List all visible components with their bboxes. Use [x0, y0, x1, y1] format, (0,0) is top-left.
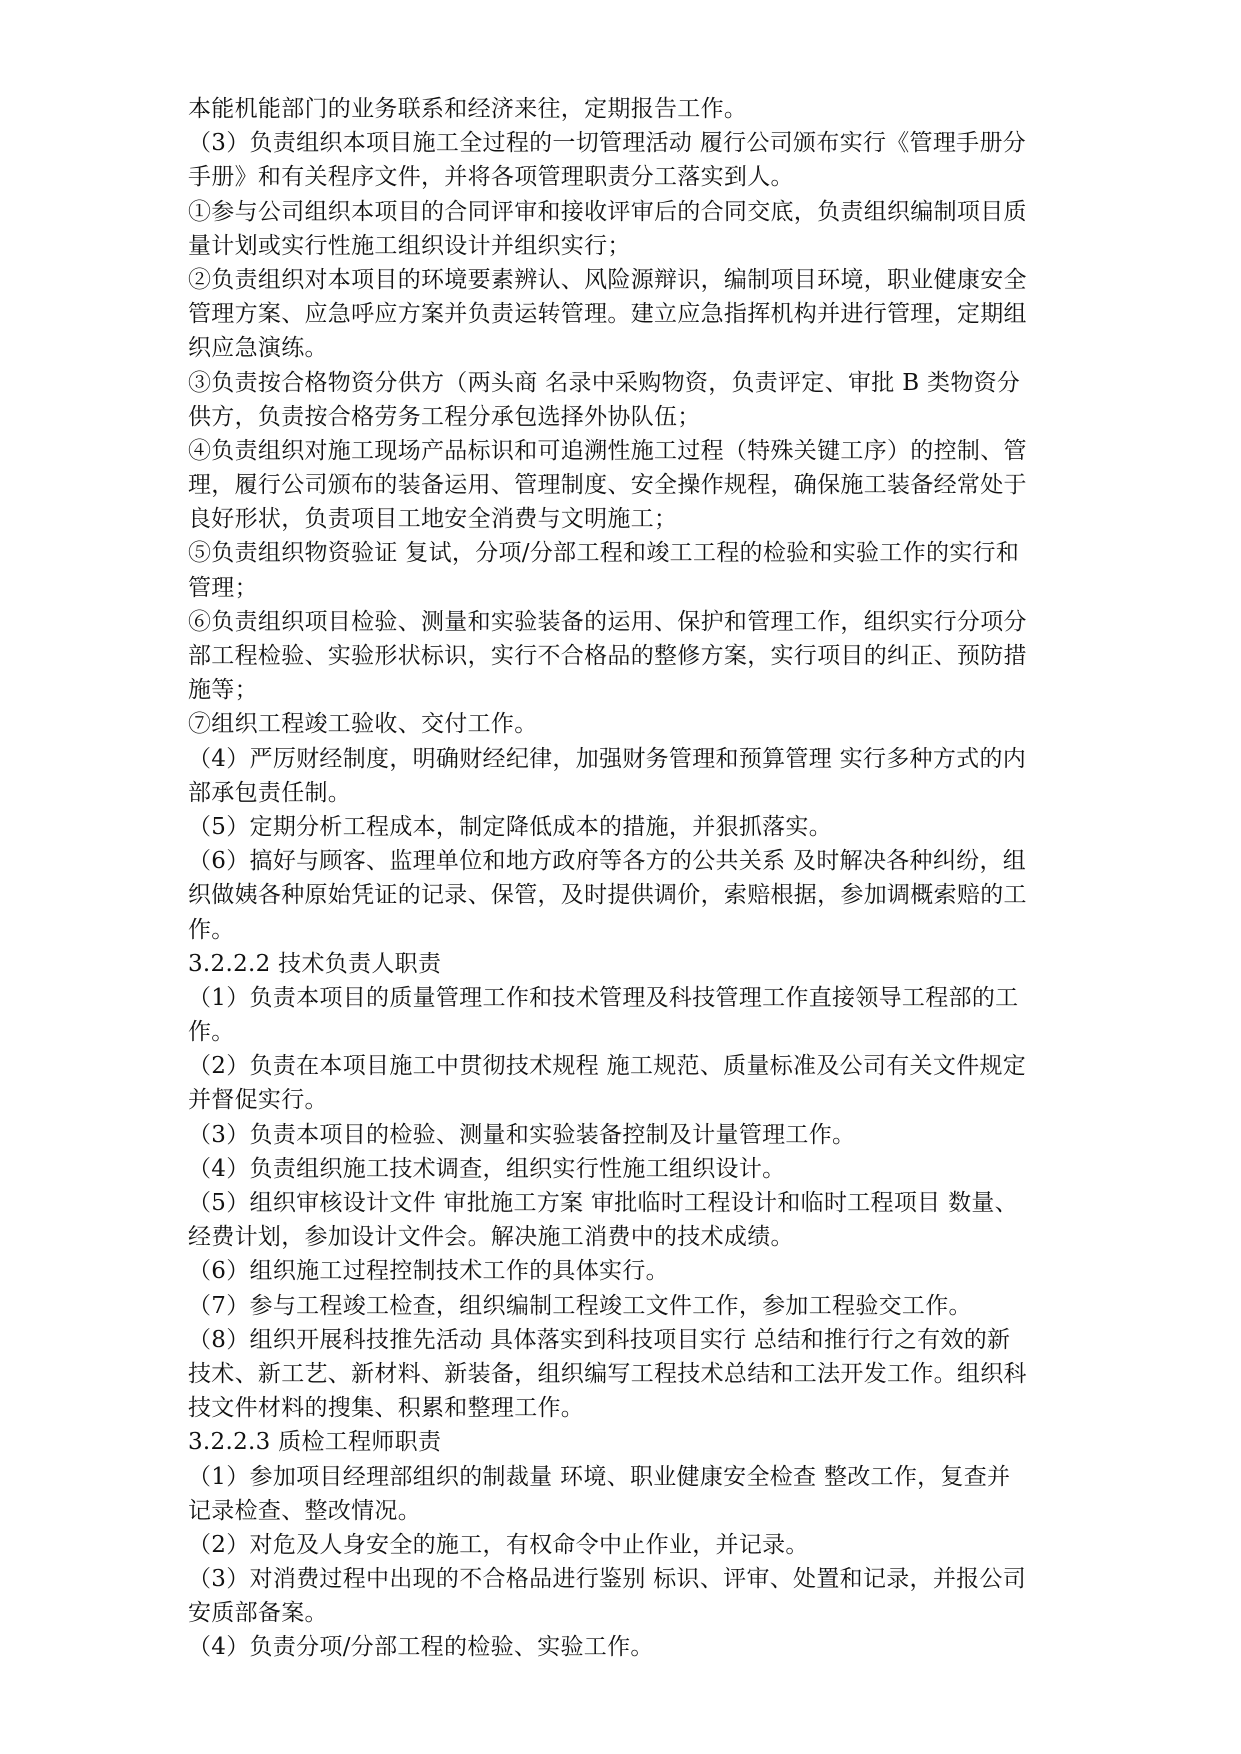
section-heading: 3.2.2.2 技术负责人职责: [188, 950, 442, 977]
text-line: （4）严厉财经制度，明确财经纪律，加强财务管理和预算管理 实行多种方式的内: [188, 745, 1027, 772]
text-line: 织做姨各种原始凭证的记录、保管，及时提供调价，索赔根据，参加调概索赔的工: [188, 882, 1027, 909]
text-line: 手册》和有关程序文件，并将各项管理职责分工落实到人。: [188, 164, 794, 191]
text-line: 技文件材料的搜集、积累和整理工作。: [188, 1395, 585, 1422]
text-line: （8）组织开展科技推先活动 具体落实到科技项目实行 总结和推行行之有效的新: [188, 1326, 1011, 1353]
section-heading: 3.2.2.3 质检工程师职责: [188, 1429, 442, 1456]
text-line: （1）负责本项目的质量管理工作和技术管理及科技管理工作直接领导工程部的工: [188, 984, 1019, 1011]
text-line: ①参与公司组织本项目的合同评审和接收评审后的合同交底，负责组织编制项目质: [188, 198, 1027, 225]
text-line: 并督促实行。: [188, 1087, 328, 1114]
text-line: ②负责组织对本项目的环境要素辨认、风险源辩识，编制项目环境，职业健康安全: [188, 266, 1027, 293]
text-line: 经费计划，参加设计文件会。解决施工消费中的技术成绩。: [188, 1224, 794, 1251]
text-line: 记录检查、整改情况。: [188, 1497, 421, 1524]
text-line: 本能机能部门的业务联系和经济来往，定期报告工作。: [188, 96, 748, 122]
text-line: ④负责组织对施工现场产品标识和可追溯性施工过程（特殊关键工序）的控制、管: [188, 437, 1027, 464]
text-line: （5）定期分析工程成本，制定降低成本的措施，并狠抓落实。: [188, 813, 833, 840]
text-line: 部工程检验、实验形状标识，实行不合格品的整修方案，实行项目的纠正、预防措: [188, 643, 1027, 669]
text-line: （4）负责分项/分部工程的检验、实验工作。: [188, 1634, 654, 1661]
text-line: （2）对危及人身安全的施工，有权命令中止作业，并记录。: [188, 1531, 809, 1558]
text-line: （6）组织施工过程控制技术工作的具体实行。: [188, 1258, 669, 1285]
text-line: （4）负责组织施工技术调查，组织实行性施工组织设计。: [188, 1155, 786, 1182]
text-line: （1）参加项目经理部组织的制裁量 环境、职业健康安全检查 整改工作，复查并: [188, 1463, 1011, 1490]
document-page: [188, 92, 1078, 1665]
text-line: （3）对消费过程中出现的不合格品进行鉴别 标识、评审、处置和记录，并报公司: [188, 1566, 1027, 1593]
text-line: 管理方案、应急呼应方案并负责运转管理。建立应急指挥机构并进行管理，定期组: [188, 301, 1027, 328]
text-line: 供方，负责按合格劳务工程分承包选择外协队伍；: [188, 403, 701, 430]
text-line: （3）负责组织本项目施工全过程的一切管理活动 履行公司颁布实行《管理手册分: [188, 130, 1027, 157]
text-line: ⑤负责组织物资验证 复试，分项/分部工程和竣工工程的检验和实验工作的实行和: [188, 540, 1020, 567]
text-line: 作。: [188, 1019, 235, 1046]
text-line: 部承包责任制。: [188, 779, 352, 806]
text-line: （6）搞好与顾客、监理单位和地方政府等各方的公共关系 及时解决各种纠纷，组: [188, 848, 1027, 875]
text-line: 作。: [188, 916, 235, 943]
text-line: 理，履行公司颁布的装备运用、管理制度、安全操作规程，确保施工装备经常处于: [188, 472, 1027, 499]
text-line: （3）负责本项目的检验、测量和实验装备控制及计量管理工作。: [188, 1121, 856, 1148]
text-line: 管理；: [188, 574, 258, 601]
text-line: 织应急演练。: [188, 335, 328, 362]
text-line: ⑥负责组织项目检验、测量和实验装备的运用、保护和管理工作，组织实行分项分: [188, 608, 1027, 635]
text-line: （5）组织审核设计文件 审批施工方案 审批临时工程设计和临时工程项目 数量、: [188, 1190, 1018, 1216]
text-line: 施等；: [188, 677, 258, 704]
text-line: （7）参与工程竣工检查，组织编制工程竣工文件工作，参加工程验交工作。: [188, 1292, 972, 1319]
text-line: 量计划或实行性施工组织设计并组织实行；: [188, 232, 631, 259]
text-line: （2）负责在本项目施工中贯彻技术规程 施工规范、质量标准及公司有关文件规定: [188, 1053, 1027, 1080]
text-line: 安质部备案。: [188, 1600, 328, 1627]
text-line: 良好形状，负责项目工地安全消费与文明施工；: [188, 506, 678, 533]
text-line: ③负责按合格物资分供方（两头商 名录中采购物资，负责评定、审批 B 类物资分: [188, 369, 1021, 396]
text-line: ⑦组织工程竣工验收、交付工作。: [188, 711, 538, 738]
text-line: 技术、新工艺、新材料、新装备，组织编写工程技术总结和工法开发工作。组织科: [188, 1360, 1027, 1387]
